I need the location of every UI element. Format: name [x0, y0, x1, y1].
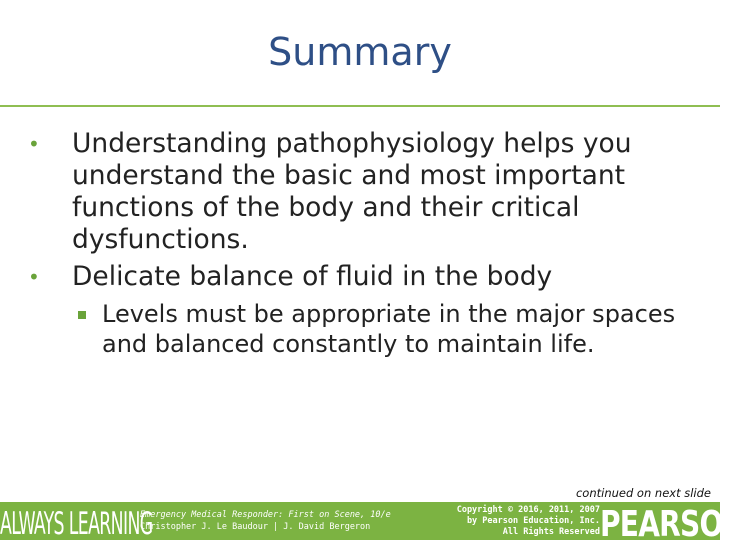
- slide-title: Summary: [268, 30, 452, 74]
- bullet-text: Understanding pathophysiology helps you understand the basic and most important functions of the body and their critical dysfunctions.: [72, 128, 632, 255]
- bullet-text: Delicate balance of fluid in the body: [72, 261, 553, 292]
- book-authors: Christopher J. Le Baudour | J. David Bergeron: [140, 522, 371, 532]
- copyright-line: Copyright © 2016, 2011, 2007: [456, 505, 600, 515]
- always-learning-logo: ALWAYS LEARNING: [0, 506, 153, 542]
- slide-body: [28, 128, 698, 359]
- bullet-dot-icon: •: [28, 265, 40, 289]
- copyright-line: by Pearson Education, Inc.: [466, 516, 600, 526]
- bullet-dot-icon: •: [28, 132, 40, 156]
- square-bullet-icon: [78, 311, 86, 319]
- copyright-line: All Rights Reserved: [502, 527, 600, 537]
- sub-bullet-item: [76, 299, 698, 359]
- pearson-logo: PEARSON: [600, 504, 745, 545]
- bullet-item: [28, 261, 698, 293]
- continued-note: continued on next slide: [575, 486, 711, 500]
- title-divider: [0, 105, 720, 107]
- footer-bar: [0, 502, 745, 545]
- book-title: Emergency Medical Responder: First on Scene, 10/e: [140, 510, 391, 520]
- book-citation: [140, 509, 391, 533]
- copyright-notice: [448, 505, 600, 538]
- bullet-item: [28, 128, 698, 256]
- sub-bullet-text: Levels must be appropriate in the major spaces and balanced constantly to maintain life.: [102, 300, 676, 358]
